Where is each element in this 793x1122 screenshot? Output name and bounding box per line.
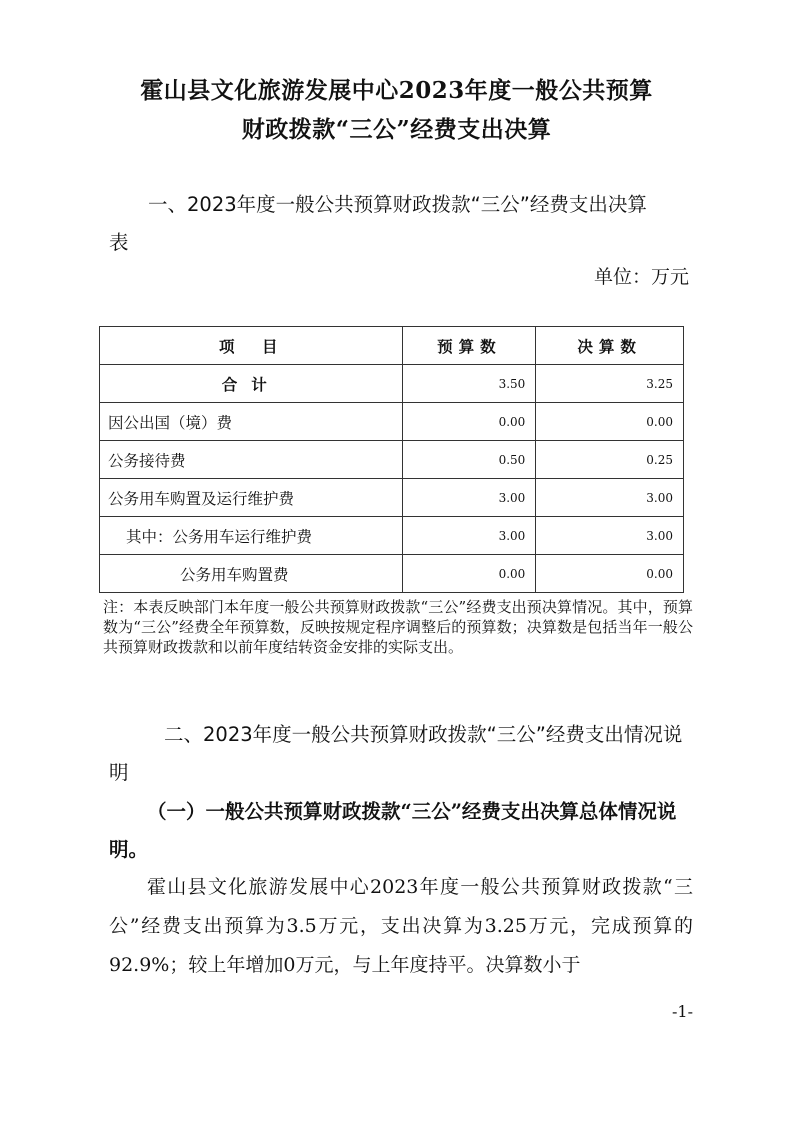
row-final: 3.00 (536, 479, 684, 517)
row-budget: 3.50 (403, 365, 536, 403)
row-label: 其中：公务用车运行维护费 (100, 517, 403, 555)
row-budget: 3.00 (403, 517, 536, 555)
document-title-line2: 财政拨款“三公”经费支出决算 (241, 116, 552, 143)
row-label: 公务用车购置及运行维护费 (100, 479, 403, 517)
row-budget: 3.00 (403, 479, 536, 517)
row-final: 0.25 (536, 441, 684, 479)
table-note: 注：本表反映部门本年度一般公共预算财政拨款“三公”经费支出预决算情况。其中，预算数为“三公”经费全年预算数，反映按规定程序调整后的预算数；决算数是包括当年一般公共预算财政拨款和以前年度结转资金安排的实际支出。 (103, 598, 693, 656)
section1-heading (109, 186, 693, 262)
row-final: 3.00 (536, 517, 684, 555)
section2-paragraph-text: 霍山县文化旅游发展中心2023年度一般公共预算财政拨款“三公”经费支出预算为3.5万元，支出决算为3.25万元，完成预算的92.9%；较上年增加0万元，与上年度持平。决算数小于 (109, 876, 693, 976)
header-budget: 预算数 (403, 327, 536, 365)
table-row (100, 441, 684, 479)
row-final: 0.00 (536, 555, 684, 593)
section2-heading (109, 716, 693, 792)
row-label: 公务接待费 (100, 441, 403, 479)
row-budget: 0.00 (403, 403, 536, 441)
row-budget: 0.00 (403, 555, 536, 593)
table-row (100, 517, 684, 555)
row-final: 0.00 (536, 403, 684, 441)
section2-paragraph (109, 868, 693, 985)
row-label: 合计 (100, 365, 403, 403)
section1-heading-line2: 表 (109, 231, 129, 254)
row-label: 公务用车购置费 (100, 555, 403, 593)
page-number: -1- (672, 1002, 693, 1021)
row-final: 3.25 (536, 365, 684, 403)
header-item: 项 目 (100, 327, 403, 365)
section2-subheading-text: （一）一般公共预算财政拨款“三公”经费支出决算总体情况说明。 (109, 800, 677, 861)
section2-subheading (109, 793, 693, 869)
table-row (100, 479, 684, 517)
document-title-line1: 霍山县文化旅游发展中心2023年度一般公共预算 (140, 77, 653, 104)
table-row (100, 403, 684, 441)
section2-heading-text: 二、2023年度一般公共预算财政拨款“三公”经费支出情况说明 (109, 723, 683, 784)
table-header-row (100, 327, 684, 365)
unit-label: 单位：万元 (593, 266, 689, 288)
table-row (100, 555, 684, 593)
row-budget: 0.50 (403, 441, 536, 479)
table-row (100, 365, 684, 403)
header-final: 决算数 (536, 327, 684, 365)
section1-heading-line1: 一、2023年度一般公共预算财政拨款“三公”经费支出决算 (148, 193, 647, 216)
row-label: 因公出国（境）费 (100, 403, 403, 441)
budget-table (99, 326, 684, 593)
